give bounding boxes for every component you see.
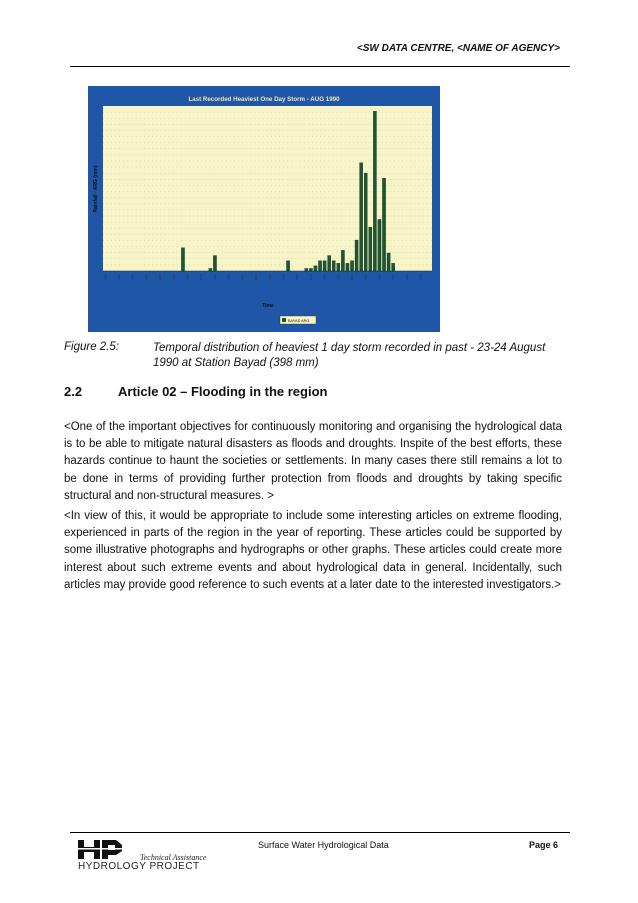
chart-x-tick-label: 00:00 <box>323 274 327 281</box>
chart-x-tick-label: 09:00 <box>255 274 259 281</box>
paragraph-2: <In view of this, it would be appropriate to include some interesting articles on extreme flooding, experienced in parts of the region in the year of reporting. These articles could be supported by some illustrative photographs and hydrographs or other graphs. These articles could create more interest about such extreme events and about hydrological data in general. Incidentally, such articles may provide good reference to such events at a later date to the interested investigators.> <box>64 510 562 591</box>
chart-x-tick-label: 15:00 <box>392 274 396 281</box>
chart-bar <box>350 261 353 271</box>
chart-x-tick-label: 03:00 <box>117 274 121 281</box>
hp-logo-icon <box>76 840 126 859</box>
chart-x-tick-label: 21:00 <box>419 274 423 281</box>
chart-bar <box>355 240 358 271</box>
figure-label: Figure 2.5: <box>64 341 119 353</box>
chart-bar <box>341 250 344 271</box>
chart-bar <box>323 261 326 271</box>
chart-x-axis-label: Time <box>262 303 274 309</box>
section-title: Article 02 – Flooding in the region <box>118 384 328 399</box>
footer-title: Surface Water Hydrological Data <box>258 840 389 850</box>
chart-x-tick-label: 12:00 <box>159 274 163 281</box>
chart-x-tick-label: 21:00 <box>200 274 204 281</box>
chart-x-tick-label: 15:00 <box>172 274 176 281</box>
chart-x-tick-label: 12:00 <box>378 274 382 281</box>
chart-bar <box>286 261 289 271</box>
chart-x-tick-label: 00:00 <box>104 274 108 281</box>
chart-x-tick-label: 18:00 <box>296 274 300 281</box>
chart-bar <box>318 261 321 271</box>
chart-x-tick-label: 12:00 <box>268 274 272 281</box>
chart-legend-swatch <box>282 318 286 322</box>
chart-bar <box>360 163 363 271</box>
header-agency-text: <SW DATA CENTRE, <NAME OF AGENCY> <box>356 43 560 54</box>
chart-bar <box>309 268 312 271</box>
page-number: Page 6 <box>528 840 558 850</box>
chart-x-tick-label: 06:00 <box>131 274 135 281</box>
chart-legend <box>280 316 316 324</box>
chart-bar <box>314 266 317 271</box>
chart-x-tick-label: 09:00 <box>364 274 368 281</box>
chart-bar <box>364 173 367 271</box>
chart-bar <box>332 261 335 271</box>
chart-y-axis-label: Rainfall - ARG (mm) <box>93 165 99 213</box>
chart-x-tick-label: 06:00 <box>351 274 355 281</box>
chart-x-tick-label: 21:00 <box>309 274 313 281</box>
chart-legend-label: BAYAD ARG <box>288 319 310 323</box>
chart-bar <box>337 263 340 271</box>
chart-x-tick-label: 03:00 <box>227 274 231 281</box>
chart-bar <box>373 111 376 271</box>
footer-rule <box>70 832 570 833</box>
paragraph-1: <One of the important objectives for continuously monitoring and organising the hydrological data is to be able to mitigate natural disasters as floods and droughts. Inspite of the best efforts, these hazards continue to haunt the societies or settlements. In many cases there still remains a lot to be done in terms of providing further protection from floods and droughts by taking specific structural and non-structural measures. > <box>64 421 562 502</box>
chart-x-tick-label: 15:00 <box>282 274 286 281</box>
chart-x-tick-label: 18:00 <box>186 274 190 281</box>
chart-bar <box>382 178 385 271</box>
chart-bar <box>213 256 216 271</box>
chart-bar <box>392 263 395 271</box>
chart-bar <box>378 219 381 271</box>
chart-bar <box>305 268 308 271</box>
figure-caption: Temporal distribution of heaviest 1 day storm recorded in past - 23-24 August 1990 at Station Bayad (398 mm) <box>153 342 546 369</box>
chart-bar <box>387 253 390 271</box>
rainfall-chart-svg <box>88 86 440 332</box>
section-number: 2.2 <box>64 384 83 399</box>
logo-name: HYDROLOGY PROJECT <box>78 861 200 872</box>
chart-x-tick-label: 00:00 <box>213 274 217 281</box>
chart-bar <box>209 268 212 271</box>
header-rule <box>70 66 570 67</box>
chart-bar <box>346 263 349 271</box>
chart-x-tick-label: 03:00 <box>337 274 341 281</box>
logo-tagline: Technical Assistance <box>140 853 207 862</box>
chart-x-tick-label: 18:00 <box>405 274 409 281</box>
chart-title: Last Recorded Heaviest One Day Storm - AUG 1990 <box>188 96 340 103</box>
chart-bar <box>328 256 331 271</box>
chart-x-tick-label: 06:00 <box>241 274 245 281</box>
chart-x-tick-label: 09:00 <box>145 274 149 281</box>
rainfall-chart <box>88 86 440 332</box>
chart-bar <box>369 227 372 271</box>
chart-bar <box>181 248 184 271</box>
